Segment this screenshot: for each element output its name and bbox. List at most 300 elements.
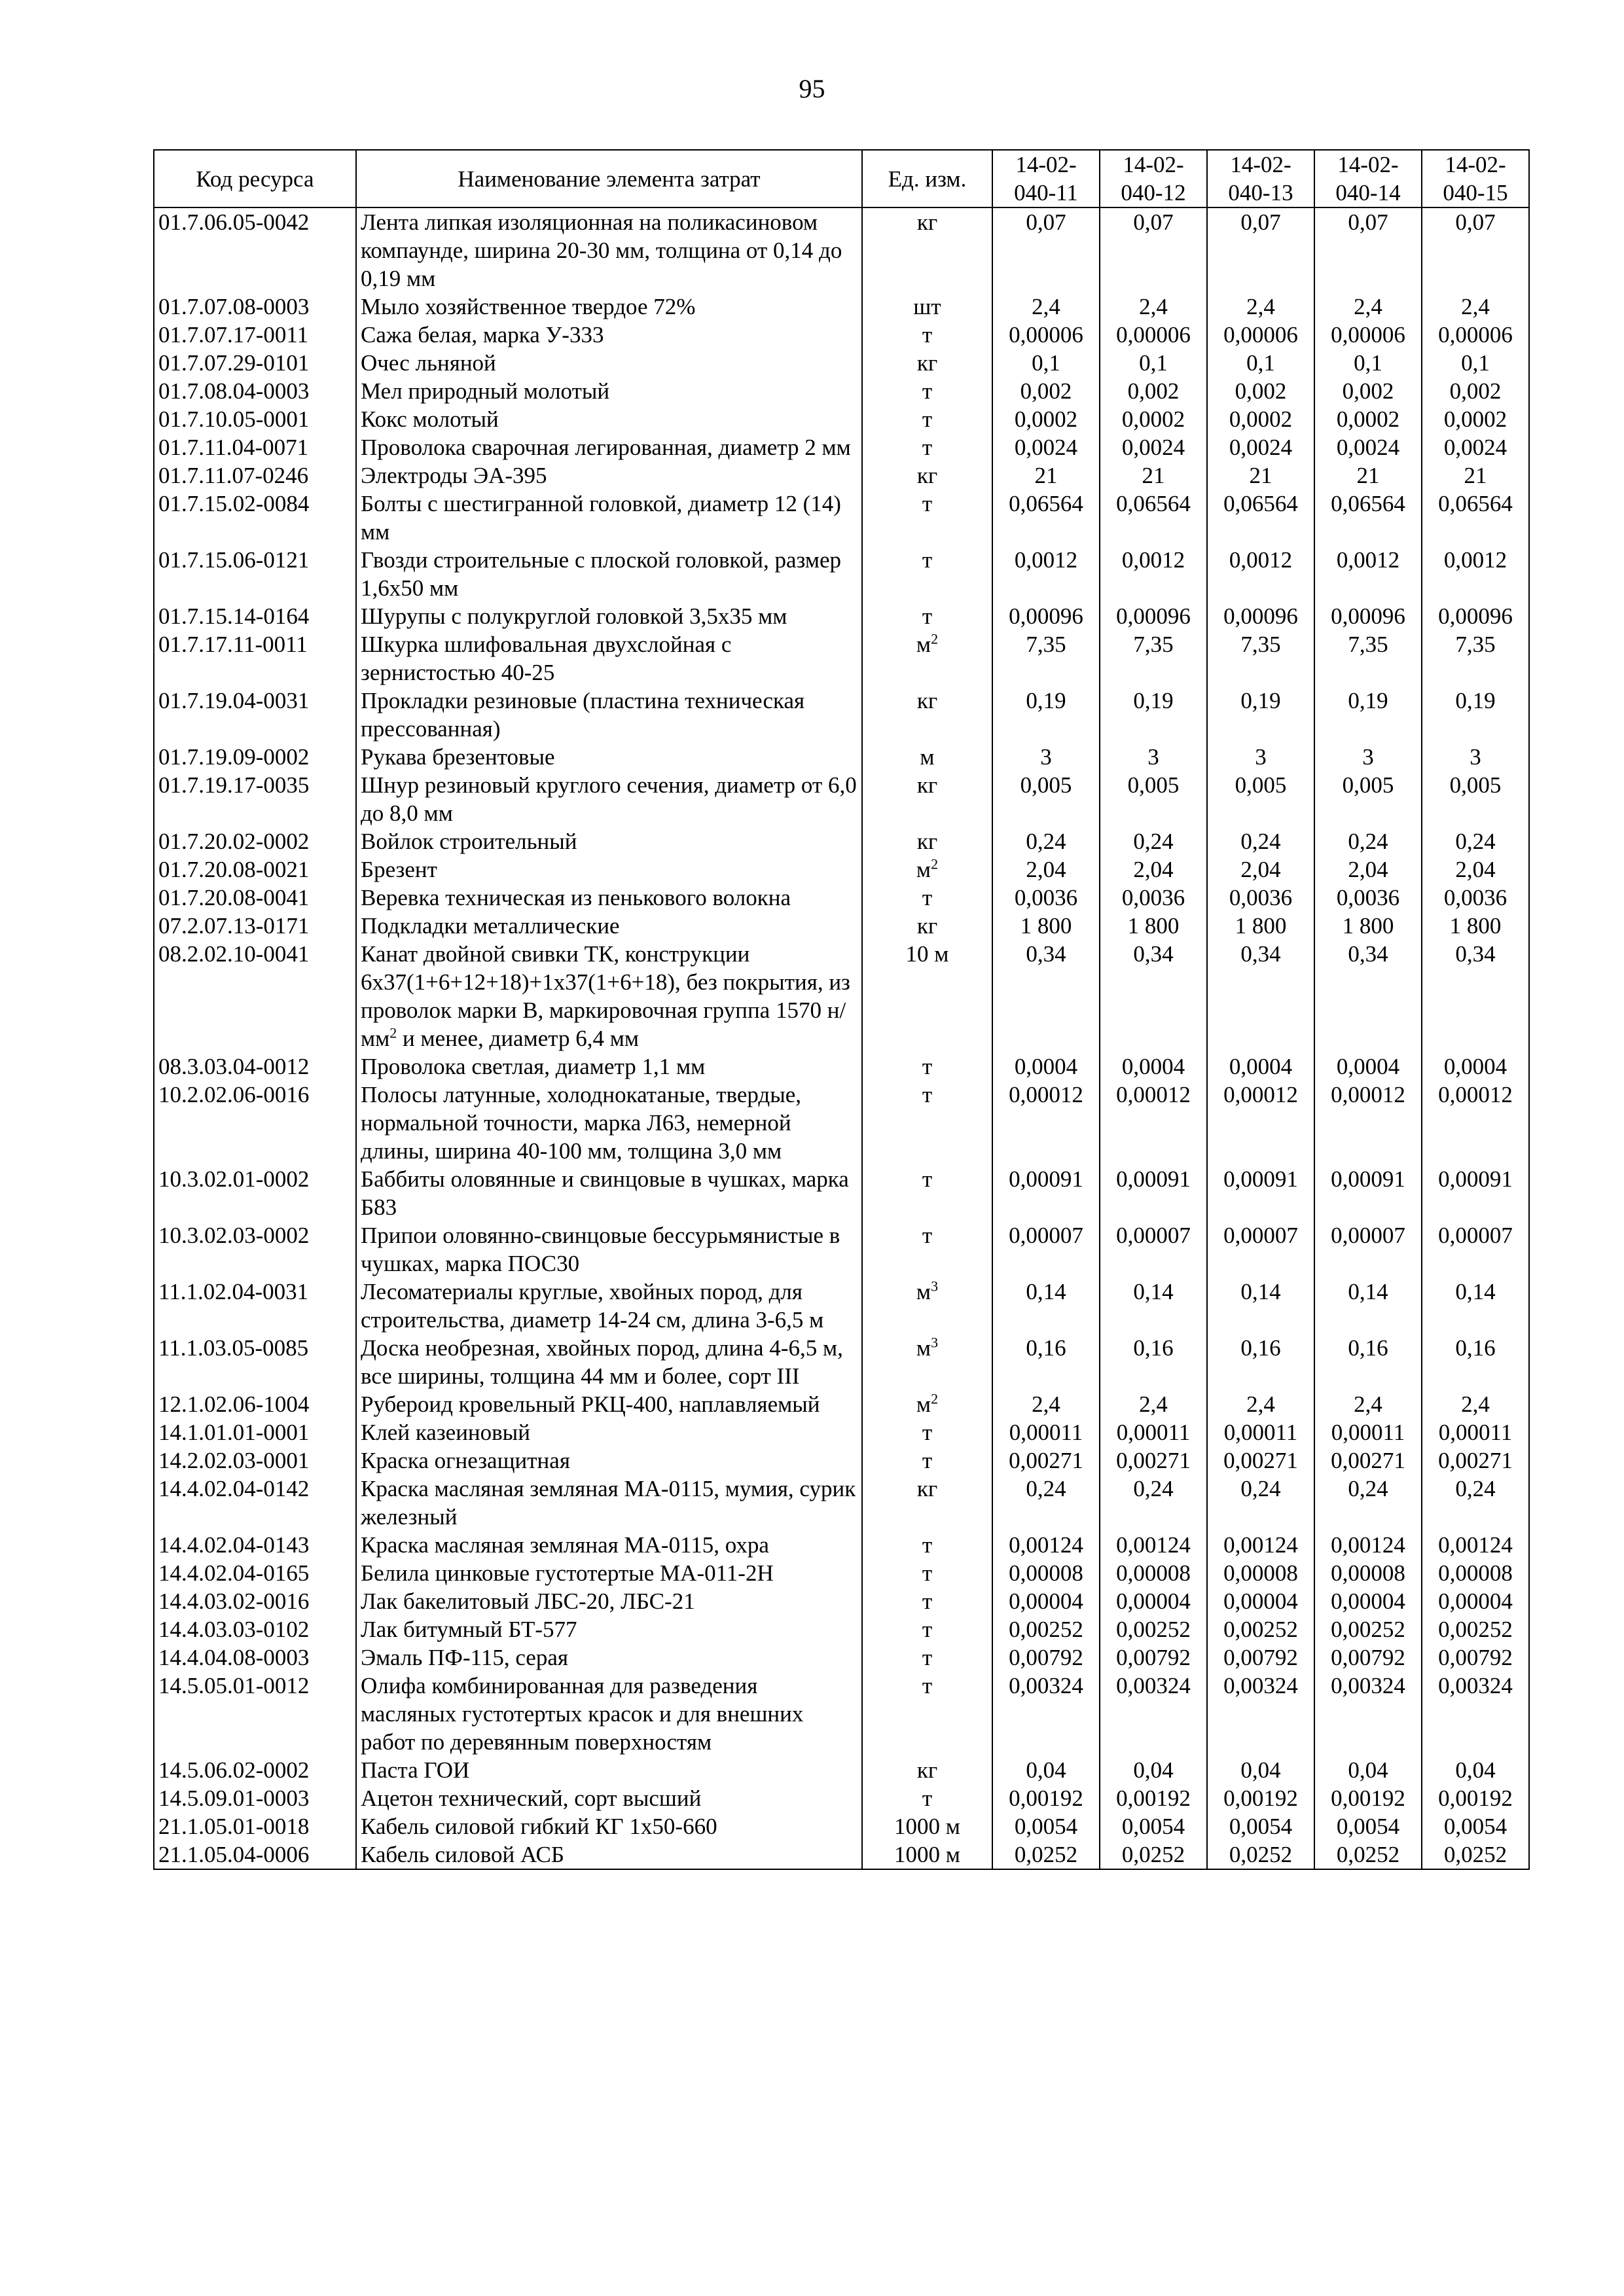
- unit-cell: т: [862, 1221, 992, 1278]
- value-cell: 21: [1314, 461, 1422, 490]
- table-row: [154, 630, 1529, 687]
- value-cell: 0,0004: [1314, 1052, 1422, 1081]
- resource-name: Гвозди строительные с плоской головкой, размер 1,6х50 мм: [356, 546, 862, 602]
- resource-code: 01.7.20.08-0021: [154, 855, 356, 884]
- unit-cell: кг: [862, 827, 992, 855]
- value-cell: 7,35: [1100, 630, 1207, 687]
- resource-code: 14.4.04.08-0003: [154, 1643, 356, 1672]
- value-cell: 0,0252: [1100, 1840, 1207, 1869]
- table-row: [154, 912, 1529, 940]
- value-cell: 0,0002: [992, 405, 1100, 433]
- value-cell: 0,00271: [992, 1446, 1100, 1475]
- value-cell: 0,00192: [992, 1784, 1100, 1812]
- resource-code: 01.7.17.11-0011: [154, 630, 356, 687]
- value-cell: 0,00324: [1314, 1672, 1422, 1756]
- value-cell: 0,00192: [1422, 1784, 1529, 1812]
- value-cell: 0,1: [1422, 349, 1529, 377]
- value-cell: 0,00324: [992, 1672, 1100, 1756]
- superscript: 2: [931, 630, 939, 647]
- value-cell: 0,00792: [1100, 1643, 1207, 1672]
- value-cell: 0,00091: [1314, 1165, 1422, 1221]
- value-cell: 0,34: [992, 940, 1100, 1052]
- value-cell: 0,07: [1207, 207, 1314, 293]
- value-cell: 0,00012: [992, 1081, 1100, 1165]
- unit-cell: т: [862, 1615, 992, 1643]
- table-row: [154, 490, 1529, 546]
- value-cell: 7,35: [992, 630, 1100, 687]
- value-cell: 0,005: [1422, 771, 1529, 827]
- value-cell: 2,04: [1422, 855, 1529, 884]
- value-cell: 0,00124: [992, 1531, 1100, 1559]
- value-cell: 0,34: [1100, 940, 1207, 1052]
- value-cell: 0,00011: [992, 1418, 1100, 1446]
- unit-cell: т: [862, 321, 992, 349]
- value-cell: 0,0012: [1207, 546, 1314, 602]
- value-cell: 2,4: [1314, 293, 1422, 321]
- value-cell: 0,002: [1314, 377, 1422, 405]
- table-row: [154, 1784, 1529, 1812]
- table-row: [154, 771, 1529, 827]
- value-cell: 1 800: [992, 912, 1100, 940]
- unit-cell: т: [862, 1081, 992, 1165]
- value-cell: 0,0036: [1314, 884, 1422, 912]
- value-cell: 0,1: [1314, 349, 1422, 377]
- resource-code: 10.3.02.01-0002: [154, 1165, 356, 1221]
- unit-cell: кг: [862, 1475, 992, 1531]
- resource-code: 14.5.06.02-0002: [154, 1756, 356, 1784]
- unit-cell: [862, 630, 992, 687]
- resource-name: Паста ГОИ: [356, 1756, 862, 1784]
- value-cell: 0,005: [1314, 771, 1422, 827]
- value-cell: 21: [1207, 461, 1314, 490]
- value-cell: 0,00271: [1422, 1446, 1529, 1475]
- value-cell: 2,04: [1100, 855, 1207, 884]
- unit-cell: [862, 1278, 992, 1334]
- value-cell: 0,0002: [1422, 405, 1529, 433]
- resource-code: 01.7.15.02-0084: [154, 490, 356, 546]
- resource-code: 07.2.07.13-0171: [154, 912, 356, 940]
- table-row: [154, 940, 1529, 1052]
- value-cell: 0,00096: [1100, 602, 1207, 630]
- resource-name-text: Канат двойной свивки ТК, конструкции 6х37(1+6+12+18)+1х37(1+6+18), без покрытия, из проволок марки В, маркировочная группа 1570 н/мм: [361, 941, 850, 1051]
- resource-code: 14.5.09.01-0003: [154, 1784, 356, 1812]
- value-cell: 0,00091: [992, 1165, 1100, 1221]
- unit-cell: т: [862, 884, 992, 912]
- value-cell: 0,00792: [992, 1643, 1100, 1672]
- value-cell: 0,0054: [1314, 1812, 1422, 1840]
- resource-name: Проволока сварочная легированная, диаметр 2 мм: [356, 433, 862, 461]
- resource-name: Лак бакелитовый ЛБС-20, ЛБС-21: [356, 1587, 862, 1615]
- resource-name: Кабель силовой гибкий КГ 1х50-660: [356, 1812, 862, 1840]
- table-row: [154, 1334, 1529, 1390]
- value-cell: 0,00271: [1314, 1446, 1422, 1475]
- header-col-13: 14-02-040-13: [1207, 150, 1314, 207]
- unit-cell: т: [862, 1531, 992, 1559]
- superscript: 2: [389, 1024, 397, 1041]
- value-cell: 3: [1422, 743, 1529, 771]
- unit-cell: т: [862, 1559, 992, 1587]
- value-cell: 0,00124: [1422, 1531, 1529, 1559]
- value-cell: 2,4: [992, 293, 1100, 321]
- unit-text: м: [916, 1279, 931, 1304]
- table-row: [154, 1559, 1529, 1587]
- resource-code: 01.7.19.09-0002: [154, 743, 356, 771]
- value-cell: 0,07: [1314, 207, 1422, 293]
- value-cell: 0,0252: [1314, 1840, 1422, 1869]
- resource-name: Припои оловянно-свинцовые бессурьмянистые в чушках, марка ПОС30: [356, 1221, 862, 1278]
- value-cell: 0,00006: [1422, 321, 1529, 349]
- value-cell: 0,0252: [1207, 1840, 1314, 1869]
- value-cell: 0,00007: [1314, 1221, 1422, 1278]
- value-cell: 0,14: [1100, 1278, 1207, 1334]
- value-cell: 0,00006: [1100, 321, 1207, 349]
- value-cell: 0,00012: [1100, 1081, 1207, 1165]
- resource-code: 01.7.19.17-0035: [154, 771, 356, 827]
- table-row: [154, 1052, 1529, 1081]
- unit-cell: т: [862, 1165, 992, 1221]
- table-row: [154, 433, 1529, 461]
- value-cell: 0,002: [1207, 377, 1314, 405]
- value-cell: 0,0004: [1422, 1052, 1529, 1081]
- resource-name: Электроды ЭА-395: [356, 461, 862, 490]
- value-cell: 0,00271: [1100, 1446, 1207, 1475]
- value-cell: 0,0024: [1314, 433, 1422, 461]
- value-cell: 0,00091: [1207, 1165, 1314, 1221]
- table-row: [154, 1672, 1529, 1756]
- value-cell: 1 800: [1100, 912, 1207, 940]
- value-cell: 0,0012: [1422, 546, 1529, 602]
- unit-cell: т: [862, 1672, 992, 1756]
- value-cell: 0,14: [1314, 1278, 1422, 1334]
- value-cell: 0,00124: [1314, 1531, 1422, 1559]
- value-cell: 0,0036: [992, 884, 1100, 912]
- value-cell: 2,4: [1207, 1390, 1314, 1418]
- unit-cell: т: [862, 1418, 992, 1446]
- value-cell: 0,24: [1207, 827, 1314, 855]
- value-cell: 21: [992, 461, 1100, 490]
- resource-name: Лента липкая изоляционная на поликасиновом компаунде, ширина 20-30 мм, толщина от 0,14 до 0,19 мм: [356, 207, 862, 293]
- value-cell: 0,24: [1422, 1475, 1529, 1531]
- value-cell: 3: [1100, 743, 1207, 771]
- resource-code: 01.7.06.05-0042: [154, 207, 356, 293]
- table-row: [154, 405, 1529, 433]
- value-cell: 0,07: [1100, 207, 1207, 293]
- unit-text: м: [916, 857, 931, 882]
- resource-code: 14.4.02.04-0142: [154, 1475, 356, 1531]
- resource-name: Краска огнезащитная: [356, 1446, 862, 1475]
- resource-name: Доска необрезная, хвойных пород, длина 4-6,5 м, все ширины, толщина 44 мм и более, сорт III: [356, 1334, 862, 1390]
- value-cell: 0,00096: [992, 602, 1100, 630]
- resource-code: 01.7.20.02-0002: [154, 827, 356, 855]
- value-cell: 0,07: [1422, 207, 1529, 293]
- value-cell: 21: [1100, 461, 1207, 490]
- table-row: [154, 827, 1529, 855]
- value-cell: 0,00007: [1207, 1221, 1314, 1278]
- resource-code: 08.2.02.10-0041: [154, 940, 356, 1052]
- value-cell: 0,00792: [1207, 1643, 1314, 1672]
- unit-text: м: [916, 1391, 931, 1417]
- value-cell: 0,34: [1422, 940, 1529, 1052]
- table-row: [154, 546, 1529, 602]
- resource-code: 08.3.03.04-0012: [154, 1052, 356, 1081]
- value-cell: 1 800: [1207, 912, 1314, 940]
- resource-code: 14.4.02.04-0165: [154, 1559, 356, 1587]
- resource-code: 11.1.03.05-0085: [154, 1334, 356, 1390]
- table-row: [154, 377, 1529, 405]
- table-body: [154, 207, 1529, 1869]
- value-cell: 2,4: [1314, 1390, 1422, 1418]
- resource-name: Клей казеиновый: [356, 1418, 862, 1446]
- header-code: Код ресурса: [154, 150, 356, 207]
- value-cell: 0,00324: [1422, 1672, 1529, 1756]
- resource-code: 14.4.02.04-0143: [154, 1531, 356, 1559]
- unit-cell: кг: [862, 207, 992, 293]
- table-row: [154, 884, 1529, 912]
- value-cell: 0,00004: [1100, 1587, 1207, 1615]
- value-cell: 0,24: [992, 827, 1100, 855]
- value-cell: 0,19: [1207, 687, 1314, 743]
- unit-cell: т: [862, 1446, 992, 1475]
- table-row: [154, 602, 1529, 630]
- resource-code: 21.1.05.04-0006: [154, 1840, 356, 1869]
- value-cell: 0,00004: [992, 1587, 1100, 1615]
- value-cell: 2,4: [1207, 293, 1314, 321]
- value-cell: 0,00007: [1100, 1221, 1207, 1278]
- superscript: 2: [931, 1390, 939, 1407]
- header-col-15: 14-02-040-15: [1422, 150, 1529, 207]
- value-cell: 0,24: [1314, 1475, 1422, 1531]
- value-cell: 0,06564: [1207, 490, 1314, 546]
- resource-code: 10.2.02.06-0016: [154, 1081, 356, 1165]
- value-cell: 0,19: [1314, 687, 1422, 743]
- value-cell: 0,07: [992, 207, 1100, 293]
- unit-cell: м: [862, 743, 992, 771]
- table-row: [154, 1475, 1529, 1531]
- value-cell: 0,00192: [1100, 1784, 1207, 1812]
- resource-table: [153, 149, 1530, 1870]
- header-col-12: 14-02-040-12: [1100, 150, 1207, 207]
- value-cell: 0,00007: [1422, 1221, 1529, 1278]
- header-col-14: 14-02-040-14: [1314, 150, 1422, 207]
- table-row: [154, 743, 1529, 771]
- resource-name: Прокладки резиновые (пластина техническая прессованная): [356, 687, 862, 743]
- value-cell: 7,35: [1422, 630, 1529, 687]
- value-cell: 3: [992, 743, 1100, 771]
- value-cell: 7,35: [1207, 630, 1314, 687]
- value-cell: 0,24: [1422, 827, 1529, 855]
- value-cell: 0,19: [1422, 687, 1529, 743]
- resource-code: 01.7.08.04-0003: [154, 377, 356, 405]
- value-cell: 0,00252: [1314, 1615, 1422, 1643]
- value-cell: 0,00011: [1422, 1418, 1529, 1446]
- value-cell: 0,19: [1100, 687, 1207, 743]
- table-row: [154, 293, 1529, 321]
- table-row: [154, 1587, 1529, 1615]
- unit-cell: т: [862, 1052, 992, 1081]
- value-cell: 1 800: [1422, 912, 1529, 940]
- value-cell: 0,0004: [1207, 1052, 1314, 1081]
- value-cell: 0,19: [992, 687, 1100, 743]
- value-cell: 0,00008: [992, 1559, 1100, 1587]
- resource-name: Подкладки металлические: [356, 912, 862, 940]
- resource-code: 01.7.15.06-0121: [154, 546, 356, 602]
- value-cell: 3: [1207, 743, 1314, 771]
- value-cell: 0,00096: [1314, 602, 1422, 630]
- table-row: [154, 1446, 1529, 1475]
- value-cell: 0,00096: [1207, 602, 1314, 630]
- table-row: [154, 207, 1529, 293]
- resource-name: Полосы латунные, холоднокатаные, твердые, нормальной точности, марка Л63, немерной длины, ширина 40-100 мм, толщина 3,0 мм: [356, 1081, 862, 1165]
- value-cell: 0,00192: [1314, 1784, 1422, 1812]
- resource-name: Лесоматериалы круглые, хвойных пород, для строительства, диаметр 14-24 см, длина 3-6,5 м: [356, 1278, 862, 1334]
- resource-name: Белила цинковые густотертые МА-011-2Н: [356, 1559, 862, 1587]
- value-cell: 0,00004: [1314, 1587, 1422, 1615]
- value-cell: 0,1: [1207, 349, 1314, 377]
- value-cell: 0,0002: [1207, 405, 1314, 433]
- value-cell: 0,04: [992, 1756, 1100, 1784]
- value-cell: 0,00011: [1207, 1418, 1314, 1446]
- value-cell: 0,24: [992, 1475, 1100, 1531]
- value-cell: 0,00324: [1207, 1672, 1314, 1756]
- resource-name: Краска масляная земляная МА-0115, мумия, сурик железный: [356, 1475, 862, 1531]
- resource-name: Олифа комбинированная для разведения масляных густотертых красок и для внешних работ по деревянным поверхностям: [356, 1672, 862, 1756]
- value-cell: 0,1: [1100, 349, 1207, 377]
- table-row: [154, 855, 1529, 884]
- value-cell: 3: [1314, 743, 1422, 771]
- resource-name: Ацетон технический, сорт высший: [356, 1784, 862, 1812]
- resource-code: 01.7.07.08-0003: [154, 293, 356, 321]
- value-cell: 0,00008: [1207, 1559, 1314, 1587]
- value-cell: 0,34: [1314, 940, 1422, 1052]
- resource-name: Лак битумный БТ-577: [356, 1615, 862, 1643]
- value-cell: 0,06564: [1314, 490, 1422, 546]
- value-cell: 0,0004: [1100, 1052, 1207, 1081]
- unit-cell: т: [862, 602, 992, 630]
- value-cell: 0,0054: [1207, 1812, 1314, 1840]
- resource-name: Сажа белая, марка У-333: [356, 321, 862, 349]
- value-cell: 0,00096: [1422, 602, 1529, 630]
- value-cell: 0,00792: [1314, 1643, 1422, 1672]
- header-unit: Ед. изм.: [862, 150, 992, 207]
- value-cell: 0,005: [1207, 771, 1314, 827]
- unit-cell: т: [862, 377, 992, 405]
- value-cell: 0,00012: [1314, 1081, 1422, 1165]
- value-cell: 0,24: [1100, 827, 1207, 855]
- value-cell: 0,00252: [1422, 1615, 1529, 1643]
- value-cell: 0,0054: [992, 1812, 1100, 1840]
- value-cell: 0,0054: [1100, 1812, 1207, 1840]
- table-row: [154, 1390, 1529, 1418]
- unit-cell: кг: [862, 1756, 992, 1784]
- value-cell: 0,00012: [1207, 1081, 1314, 1165]
- superscript: 2: [931, 855, 939, 872]
- table-row: [154, 1165, 1529, 1221]
- value-cell: 2,4: [992, 1390, 1100, 1418]
- value-cell: 0,24: [1314, 827, 1422, 855]
- resource-name: Кабель силовой АСБ: [356, 1840, 862, 1869]
- unit-cell: т: [862, 405, 992, 433]
- resource-name: Краска масляная земляная МА-0115, охра: [356, 1531, 862, 1559]
- resource-name: Мыло хозяйственное твердое 72%: [356, 293, 862, 321]
- unit-text: м: [916, 632, 931, 657]
- value-cell: 0,00007: [992, 1221, 1100, 1278]
- table-row: [154, 461, 1529, 490]
- resource-name: [356, 940, 862, 1052]
- value-cell: 0,00271: [1207, 1446, 1314, 1475]
- value-cell: 0,00324: [1100, 1672, 1207, 1756]
- value-cell: 0,00252: [1207, 1615, 1314, 1643]
- value-cell: 0,06564: [992, 490, 1100, 546]
- resource-code: 01.7.10.05-0001: [154, 405, 356, 433]
- value-cell: 2,04: [1314, 855, 1422, 884]
- header-col-11: 14-02-040-11: [992, 150, 1100, 207]
- value-cell: 0,16: [1314, 1334, 1422, 1390]
- value-cell: 0,00004: [1207, 1587, 1314, 1615]
- table-row: [154, 1756, 1529, 1784]
- unit-text: м: [916, 1335, 931, 1361]
- page-number: 95: [799, 74, 825, 103]
- value-cell: 0,0024: [1207, 433, 1314, 461]
- resource-code: 14.2.02.03-0001: [154, 1446, 356, 1475]
- table-row: [154, 1418, 1529, 1446]
- resource-name: Шкурка шлифовальная двухслойная с зернистостью 40-25: [356, 630, 862, 687]
- value-cell: 2,4: [1100, 1390, 1207, 1418]
- value-cell: 0,00008: [1100, 1559, 1207, 1587]
- resource-name: Веревка техническая из пенькового волокна: [356, 884, 862, 912]
- value-cell: 0,0012: [1100, 546, 1207, 602]
- resource-name: Войлок строительный: [356, 827, 862, 855]
- table-row: [154, 1278, 1529, 1334]
- value-cell: 0,04: [1100, 1756, 1207, 1784]
- table-row: [154, 1812, 1529, 1840]
- value-cell: 0,04: [1422, 1756, 1529, 1784]
- resource-code: 01.7.20.08-0041: [154, 884, 356, 912]
- unit-cell: т: [862, 1784, 992, 1812]
- value-cell: 1 800: [1314, 912, 1422, 940]
- unit-cell: шт: [862, 293, 992, 321]
- value-cell: 0,0002: [1314, 405, 1422, 433]
- resource-name: Шурупы с полукруглой головкой 3,5х35 мм: [356, 602, 862, 630]
- unit-cell: [862, 855, 992, 884]
- unit-cell: т: [862, 546, 992, 602]
- resource-code: 01.7.11.07-0246: [154, 461, 356, 490]
- value-cell: 2,04: [992, 855, 1100, 884]
- value-cell: 2,4: [1422, 293, 1529, 321]
- unit-cell: кг: [862, 349, 992, 377]
- value-cell: 0,0252: [992, 1840, 1100, 1869]
- unit-cell: т: [862, 1643, 992, 1672]
- superscript: 3: [931, 1334, 939, 1351]
- resource-code: 14.4.03.03-0102: [154, 1615, 356, 1643]
- value-cell: 2,4: [1100, 293, 1207, 321]
- resource-code: 01.7.07.17-0011: [154, 321, 356, 349]
- resource-name: Баббиты оловянные и свинцовые в чушках, марка Б83: [356, 1165, 862, 1221]
- value-cell: 0,00012: [1422, 1081, 1529, 1165]
- resource-code: 14.1.01.01-0001: [154, 1418, 356, 1446]
- value-cell: 0,00006: [992, 321, 1100, 349]
- value-cell: 0,24: [1207, 1475, 1314, 1531]
- value-cell: 0,16: [1422, 1334, 1529, 1390]
- value-cell: 0,0252: [1422, 1840, 1529, 1869]
- resource-code: 01.7.15.14-0164: [154, 602, 356, 630]
- value-cell: 21: [1422, 461, 1529, 490]
- value-cell: 0,00011: [1314, 1418, 1422, 1446]
- unit-cell: [862, 1334, 992, 1390]
- value-cell: 0,0036: [1422, 884, 1529, 912]
- resource-name: Очес льняной: [356, 349, 862, 377]
- value-cell: 0,00091: [1100, 1165, 1207, 1221]
- resource-code: 11.1.02.04-0031: [154, 1278, 356, 1334]
